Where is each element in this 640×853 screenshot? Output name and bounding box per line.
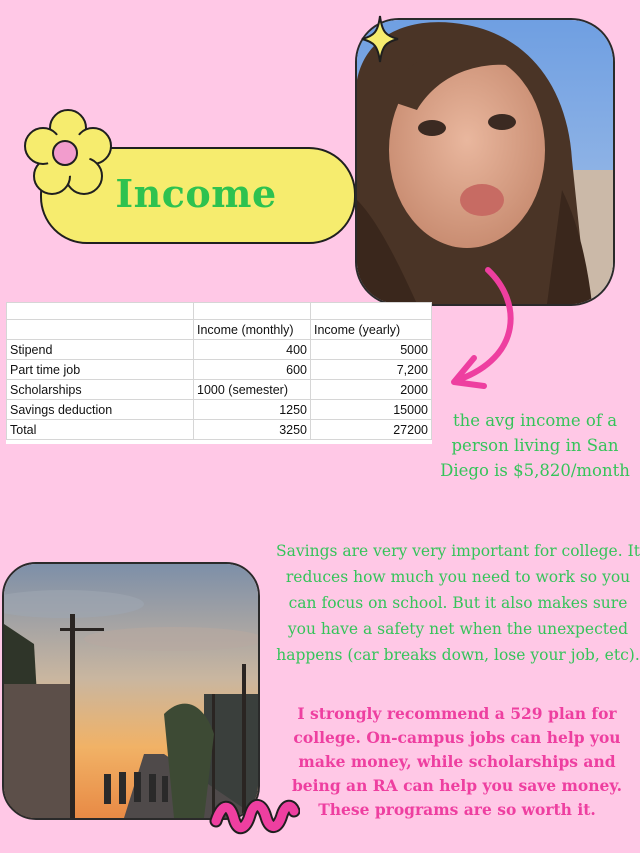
- row-yearly: 27200: [311, 420, 432, 440]
- squiggle-icon: [208, 795, 300, 835]
- row-label: Savings deduction: [7, 400, 194, 420]
- row-monthly: 3250: [194, 420, 311, 440]
- table-header-cell: [7, 320, 194, 340]
- flower-icon: [22, 108, 114, 200]
- row-monthly: 1250: [194, 400, 311, 420]
- table-row: [7, 400, 432, 420]
- savings-paragraph: Savings are very very important for college. It reduces how much you need to work so you can focus on school. But it also makes sure you have a safety net when the unexpected happens (car breaks down, lose your job, etc).: [276, 542, 640, 664]
- sparkle-icon: [360, 14, 400, 64]
- row-label: Total: [7, 420, 194, 440]
- table-header-cell: Income (yearly): [311, 320, 432, 340]
- table-header-row: [7, 320, 432, 340]
- page-title: Income: [115, 171, 277, 216]
- row-label: Scholarships: [7, 380, 194, 400]
- row-yearly: 2000: [311, 380, 432, 400]
- street-photo: [2, 562, 260, 820]
- table-row: [7, 420, 432, 440]
- table-row: [7, 360, 432, 380]
- table-row: [7, 340, 432, 360]
- table-header-cell: Income (monthly): [194, 320, 311, 340]
- recommendation-paragraph: I strongly recommend a 529 plan for college. On-campus jobs can help you make money, while scholarships and being an RA can help you save money. These programs are so worth it.: [291, 704, 623, 819]
- avg-income-note: the avg income of a person living in San Diego is $5,820/month: [440, 411, 630, 480]
- row-label: Stipend: [7, 340, 194, 360]
- table-row: [7, 380, 432, 400]
- row-yearly: 7,200: [311, 360, 432, 380]
- row-monthly: 600: [194, 360, 311, 380]
- row-monthly: 1000 (semester): [194, 380, 311, 400]
- arrow-icon: [440, 262, 530, 397]
- income-table: [6, 302, 432, 444]
- row-label: Part time job: [7, 360, 194, 380]
- row-yearly: 5000: [311, 340, 432, 360]
- row-yearly: 15000: [311, 400, 432, 420]
- row-monthly: 400: [194, 340, 311, 360]
